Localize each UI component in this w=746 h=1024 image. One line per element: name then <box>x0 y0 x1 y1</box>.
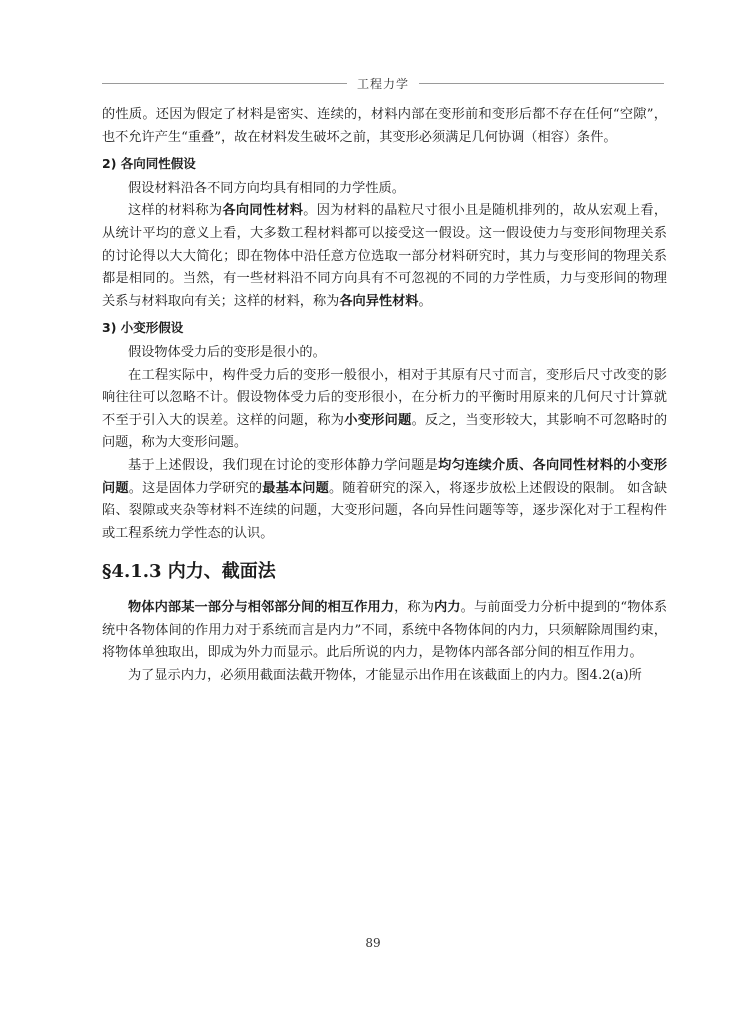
text-run: ，称为 <box>394 600 435 616</box>
text-run: 。这是固体力学研究的 <box>128 480 263 496</box>
page-body <box>102 104 667 688</box>
paragraph-continued: 的性质。还因为假定了材料是密实、连续的，材料内部在变形前和变形后都不存在任何“空隙”，也不允许产生“重叠”，故在材料发生破坏之前，其变形必须满足几何协调（相容）条件。 <box>102 107 667 145</box>
text-run: 。反之，当变形较大，其影响不可忽略时的问题，称为大变形问题。 <box>102 412 668 451</box>
paragraph-small-deformation-explanation <box>102 365 667 455</box>
paragraph-section-method: 为了显示内力，必须用截面法截开物体，才能显示出作用在该截面上的内力。图4.2(a)所 <box>128 668 642 684</box>
term-isotropic-material: 各向同性材料 <box>222 203 304 219</box>
subheading-small-deformation: 3) 小变形假设 <box>102 320 184 336</box>
subheading-isotropy: 2) 各向同性假设 <box>102 156 196 172</box>
header-rule-right <box>419 83 664 84</box>
term-internal-force: 内力 <box>434 600 461 616</box>
section-heading: §4.1.3 内力、截面法 <box>102 561 276 583</box>
term-basic-problem: 最基本问题 <box>262 480 330 496</box>
paragraph-isotropy-explanation <box>102 200 667 313</box>
term-interaction-force: 物体内部某一部分与相邻部分间的相互作用力 <box>128 600 395 616</box>
text-run: 。与前面受力分析中提到的“物体系统中各物体间的作用力对于系统而言是内力”不同，系统中各物体间的内力，只须解除周围约束，将物体单独取出，即成为外力而显示。此后所说的内力，是物体内部各部分间的相互作用力。 <box>102 600 668 661</box>
paragraph-small-deformation-assumption: 假设物体受力后的变形是很小的。 <box>128 344 326 360</box>
running-header <box>102 75 664 91</box>
header-title: 工程力学 <box>357 76 410 91</box>
paragraph-isotropy-assumption: 假设材料沿各不同方向均具有相同的力学性质。 <box>128 180 405 196</box>
text-run: 。因为材料的晶粒尺寸很小且是随机排列的，故从宏观上看，从统计平均的意义上看，大多数工程材料都可以接受这一假设。这一假设使力与变形间物理关系的讨论得以大大简化；即在物体中沿任意方位选取一部分材料研究时，其力与变形间的物理关系都是相同的。当然，有一些材料沿不同方向具有不可忽视的不同的力学性质，力与变形间的物理关系与材料取向有关；这样的材料，称为 <box>102 203 668 309</box>
term-small-deformation-problem: 小变形问题 <box>344 412 412 428</box>
text-run: 这样的材料称为 <box>128 203 223 219</box>
term-anisotropic-material: 各向异性材料 <box>339 293 419 309</box>
text-run: 基于上述假设，我们现在讨论的变形体静力学问题是 <box>128 457 439 473</box>
text-run: 在工程实际中，构件受力后的变形一般很小，相对于其原有尺寸而言，变形后尺寸改变的影响往往可以忽略不计。假设物体受力后的变形很小，在分析力的平衡时用原来的几何尺寸计算就不至于引入大的误差。这样的问题，称为 <box>102 367 667 428</box>
paragraph-summary <box>102 455 667 545</box>
header-rule-left <box>102 83 347 84</box>
page-number: 89 <box>365 936 381 950</box>
text-run: 。 <box>418 293 432 309</box>
paragraph-internal-force-definition <box>102 597 667 665</box>
term-continuum-problem: 均匀连续介质、各向同性材料的小变形问题 <box>102 457 667 496</box>
text-run: 。随着研究的深入，将逐步放松上述假设的限制。 如含缺陷、裂隙或夹杂等材料不连续的问题，大变形问题，各向异性问题等等，逐步深化对于工程构件或工程系统力学性态的认识。 <box>102 480 668 541</box>
